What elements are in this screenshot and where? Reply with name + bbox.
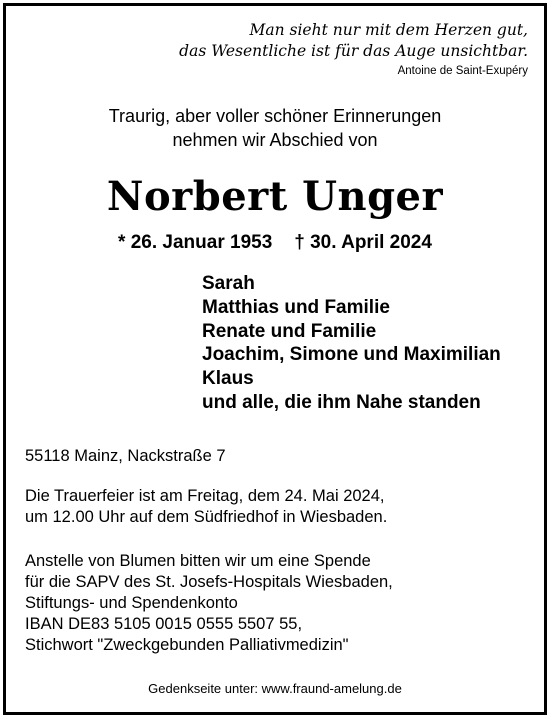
intro-line-2: nehmen wir Abschied von — [172, 130, 378, 150]
donation-line-3: Stiftungs- und Spendenkonto — [25, 594, 238, 612]
mourner-item: Joachim, Simone und Maximilian — [202, 344, 501, 366]
mourner-item: Sarah — [202, 273, 255, 294]
death-date: † 30. April 2024 — [294, 232, 432, 253]
memorial-page-link: Gedenkseite unter: www.fraund-amelung.de — [148, 681, 402, 696]
service-info — [25, 486, 387, 528]
quote — [179, 20, 528, 62]
quote-line-1: Man sieht nur mit dem Herzen gut, — [249, 21, 528, 39]
donation-line-1: Anstelle von Blumen bitten wir um eine Spende — [25, 552, 371, 570]
birth-date: * 26. Januar 1953 — [118, 232, 273, 253]
deceased-name: Norbert Unger — [106, 173, 444, 220]
donation-line-5: Stichwort "Zweckgebunden Palliativmedizin" — [25, 636, 349, 654]
mourner-item: Matthias und Familie — [202, 296, 390, 318]
life-dates — [0, 231, 550, 255]
donation-line-2: für die SAPV des St. Josefs-Hospitals Wiesbaden, — [25, 573, 393, 591]
address — [25, 446, 226, 467]
intro-line-1: Traurig, aber voller schöner Erinnerungen — [108, 106, 442, 126]
mourner-item: Renate und Familie — [202, 320, 377, 342]
mourners-list — [202, 272, 501, 415]
address-line: 55118 Mainz, Nackstraße 7 — [25, 447, 226, 465]
donation-info — [25, 551, 393, 656]
intro-text — [0, 104, 550, 152]
mourner-item: Klaus — [202, 368, 254, 390]
quote-author: Antoine de Saint-Exupéry — [397, 65, 528, 77]
donation-line-4: IBAN DE83 5105 0015 0555 5507 55, — [25, 615, 303, 633]
service-line-1: Die Trauerfeier ist am Freitag, dem 24. Mai 2024, — [25, 487, 385, 505]
quote-line-2: das Wesentliche ist für das Auge unsichtbar. — [179, 42, 528, 60]
mourner-item: und alle, die ihm Nahe standen — [202, 391, 481, 413]
service-line-2: um 12.00 Uhr auf dem Südfriedhof in Wiesbaden. — [25, 508, 388, 526]
